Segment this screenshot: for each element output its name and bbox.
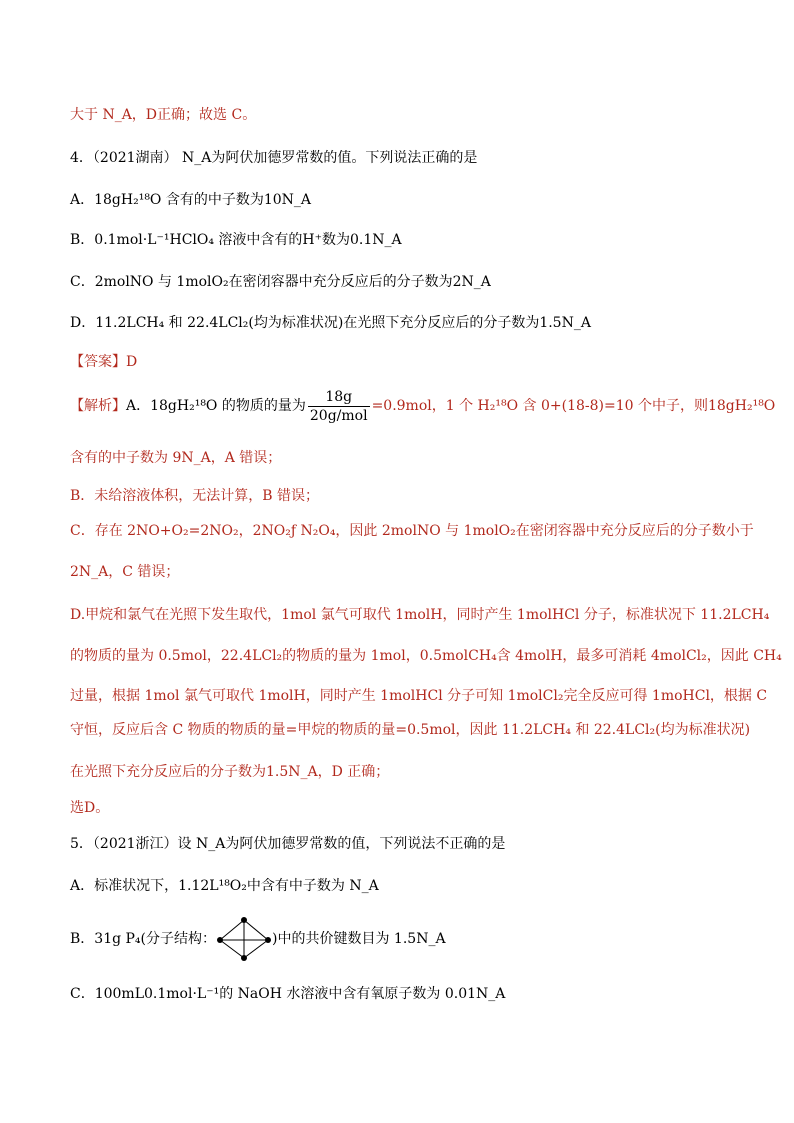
analysis-label: 【解析】 — [70, 398, 126, 414]
question-4-option-d: D．11.2LCH₄ 和 22.4LCl₂(均为标准状况)在光照下充分反应后的分子数为1.5N_A — [70, 315, 591, 331]
question-4-answer: 【答案】D — [70, 354, 138, 370]
question-4-option-b: B．0.1mol·L⁻¹HClO₄ 溶液中含有的H⁺数为0.1N_A — [70, 232, 402, 248]
question-4-option-c: C．2molNO 与 1molO₂在密闭容器中充分反应后的分子数为2N_A — [70, 274, 491, 290]
previous-answer-tail: 大于 N_A，D正确；故选 C。 — [70, 107, 257, 123]
question-4-analysis-a — [70, 386, 775, 426]
question-4-analysis-d-2: 的物质的量为 0.5mol，22.4LCl₂的物质的量为 1mol，0.5molCH₄含 4molH，最多可消耗 4molCl₂，因此 CH₄ — [70, 648, 782, 664]
question-4-stem: 4．（2021湖南） N_A为阿伏加德罗常数的值。下列说法正确的是 — [70, 150, 478, 166]
analysis-a-post: =0.9mol，1 个 H₂¹⁸O 含 0+(18-8)=10 个中子，则18gH₂¹⁸O — [371, 398, 776, 414]
question-4-analysis-c-1: C．存在 2NO+O₂=2NO₂，2NO₂ƒ N₂O₄，因此 2molNO 与 1molO₂在密闭容器中充分反应后的分子数小于 — [70, 523, 754, 539]
fraction-denominator: 20g/mol — [309, 407, 368, 424]
question-5-option-b — [70, 916, 446, 962]
question-4-analysis-d-1: D.甲烷和氯气在光照下发生取代，1mol 氯气可取代 1molH，同时产生 1molHCl 分子，标准状况下 11.2LCH₄ — [70, 607, 770, 623]
question-5-stem: 5．（2021浙江）设 N_A为阿伏加德罗常数的值，下列说法不正确的是 — [70, 836, 506, 852]
question-4-analysis-d-5: 在光照下充分反应后的分子数为1.5N_A，D 正确； — [70, 764, 390, 780]
molar-fraction — [308, 388, 370, 425]
question-5-option-c: C．100mL0.1mol·L⁻¹的 NaOH 水溶液中含有氧原子数为 0.01N_A — [70, 986, 506, 1002]
option-b-pre: B．31g P₄(分子结构： — [70, 931, 217, 947]
question-5-option-a: A．标准状况下，1.12L¹⁸O₂中含有中子数为 N_A — [70, 878, 379, 894]
question-4-analysis-end: 选D。 — [70, 800, 110, 816]
option-b-post: )中的共价键数目为 1.5N_A — [272, 931, 446, 947]
analysis-a-pre: A．18gH₂¹⁸O 的物质的量为 — [126, 398, 306, 414]
question-4-analysis-d-3: 过量，根据 1mol 氯气可取代 1molH，同时产生 1molHCl 分子可知 1molCl₂完全反应可得 1moHCl，根据 C — [70, 688, 768, 704]
question-4-option-a: A．18gH₂¹⁸O 含有的中子数为10N_A — [70, 192, 312, 208]
question-4-analysis-b: B．未给溶液体积，无法计算，B 错误； — [70, 488, 320, 504]
question-4-analysis-d-4: 守恒，反应后含 C 物质的物质的量=甲烷的物质的量=0.5mol，因此 11.2LCH₄ 和 22.4LCl₂(均为标准状况) — [70, 722, 751, 738]
question-4-analysis-a-2: 含有的中子数为 9N_A，A 错误； — [70, 450, 282, 466]
question-4-analysis-c-2: 2N_A，C 错误； — [70, 564, 180, 580]
p4-tetrahedron-structure — [216, 916, 272, 962]
fraction-numerator: 18g — [308, 388, 370, 407]
